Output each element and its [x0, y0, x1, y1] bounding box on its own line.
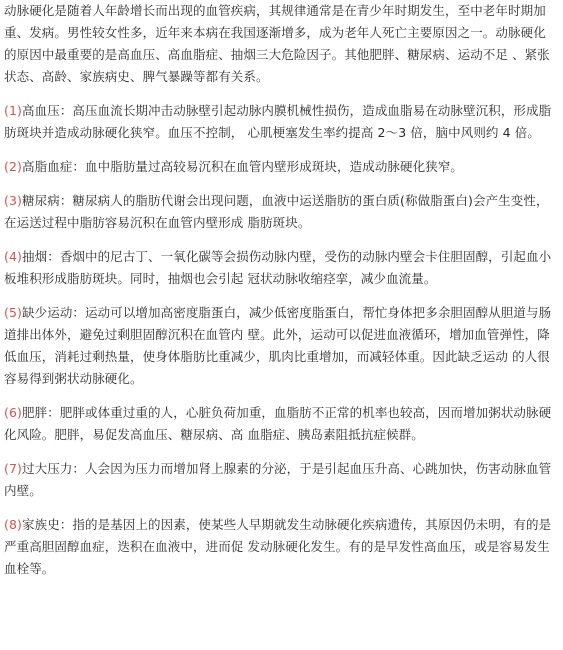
cause-item-3 — [4, 190, 558, 234]
cause-text: 肥胖：肥胖或体重过重的人，心脏负荷加重，血脂肪不正常的机率也较高，因而增加粥状动脉硬化风险。肥胖，易促发高血压、糖尿病、高 血脂症、胰岛素阻抵抗症候群。 — [4, 405, 552, 442]
cause-item-5 — [4, 302, 558, 390]
cause-number: (8) — [4, 517, 23, 532]
cause-text: 缺少运动：运动可以增加高密度脂蛋白，减少低密度脂蛋白，帮忙身体把多余胆固醇从胆道与肠道排出体外，避免过剩胆固醇沉积在血管内 壁。此外，运动可以促进血液循环，增加血管弹性，降低血压，消耗过剩热量，使身体脂肪比重减少，肌肉比重增加，而减轻体重。因此缺乏运动 的人很容易得到粥状动脉硬化。 — [4, 305, 552, 386]
cause-number: (7) — [4, 461, 23, 476]
cause-text: 抽烟：香烟中的尼古丁、一氧化碳等会损伤动脉内壁，受伤的动脉内壁会卡住胆固醇，引起血小板堆积形成脂肪斑块。同时，抽烟也会引起 冠状动脉收缩痉挛，减少血流量。 — [4, 249, 552, 286]
cause-text: 高血压：高压血流长期冲击动脉壁引起动脉内膜机械性损伤，造成血脂易在动脉壁沉积，形成脂肪斑块并造成动脉硬化狭窄。血压不控制， 心肌梗塞发生率约提高 2～3 倍，脑中风则约 4 倍。 — [4, 103, 552, 140]
cause-item-8 — [4, 514, 558, 580]
cause-text: 糖尿病：糖尿病人的脂肪代谢会出现问题，血液中运送脂肪的蛋白质(称做脂蛋白)会产生变性，在运送过程中脂肪容易沉积在血管内壁形成 脂肪斑块。 — [4, 193, 549, 230]
cause-number: (1) — [4, 103, 23, 118]
cause-number: (5) — [4, 305, 23, 320]
intro-paragraph: 动脉硬化是随着人年龄增长而出现的血管疾病，其规律通常是在青少年时期发生，至中老年时期加重、发病。男性较女性多，近年来本病在我国逐渐增多，成为老年人死亡主要原因之一。动脉硬化的原因中最重要的是高血压、高血脂症、抽烟三大危险因子。其他肥胖、糖尿病、运动不足 、紧张状态、高龄、家族病史、脾气暴躁等都有关系。 — [4, 3, 550, 84]
cause-number: (4) — [4, 249, 23, 264]
cause-item-4 — [4, 246, 558, 290]
cause-number: (2) — [4, 159, 23, 174]
cause-text: 过大压力：人会因为压力而增加肾上腺素的分泌，于是引起血压升高、心跳加快，伤害动脉血管内壁。 — [4, 461, 552, 498]
cause-item-1 — [4, 100, 558, 144]
cause-item-2 — [4, 156, 558, 178]
cause-number: (3) — [4, 193, 23, 208]
cause-text: 高脂血症：血中脂肪量过高较易沉积在血管内壁形成斑块，造成动脉硬化狭窄。 — [22, 159, 464, 174]
cause-text: 家族史：指的是基因上的因素，使某些人早期就发生动脉硬化疾病遗传，其原因仍未明，有的是严重高胆固醇血症，迭积在血液中，进而促 发动脉硬化发生。有的是早发性高血压，或是容易发生血栓等。 — [4, 517, 552, 576]
cause-item-6 — [4, 402, 558, 446]
cause-item-7 — [4, 458, 558, 502]
cause-number: (6) — [4, 405, 23, 420]
